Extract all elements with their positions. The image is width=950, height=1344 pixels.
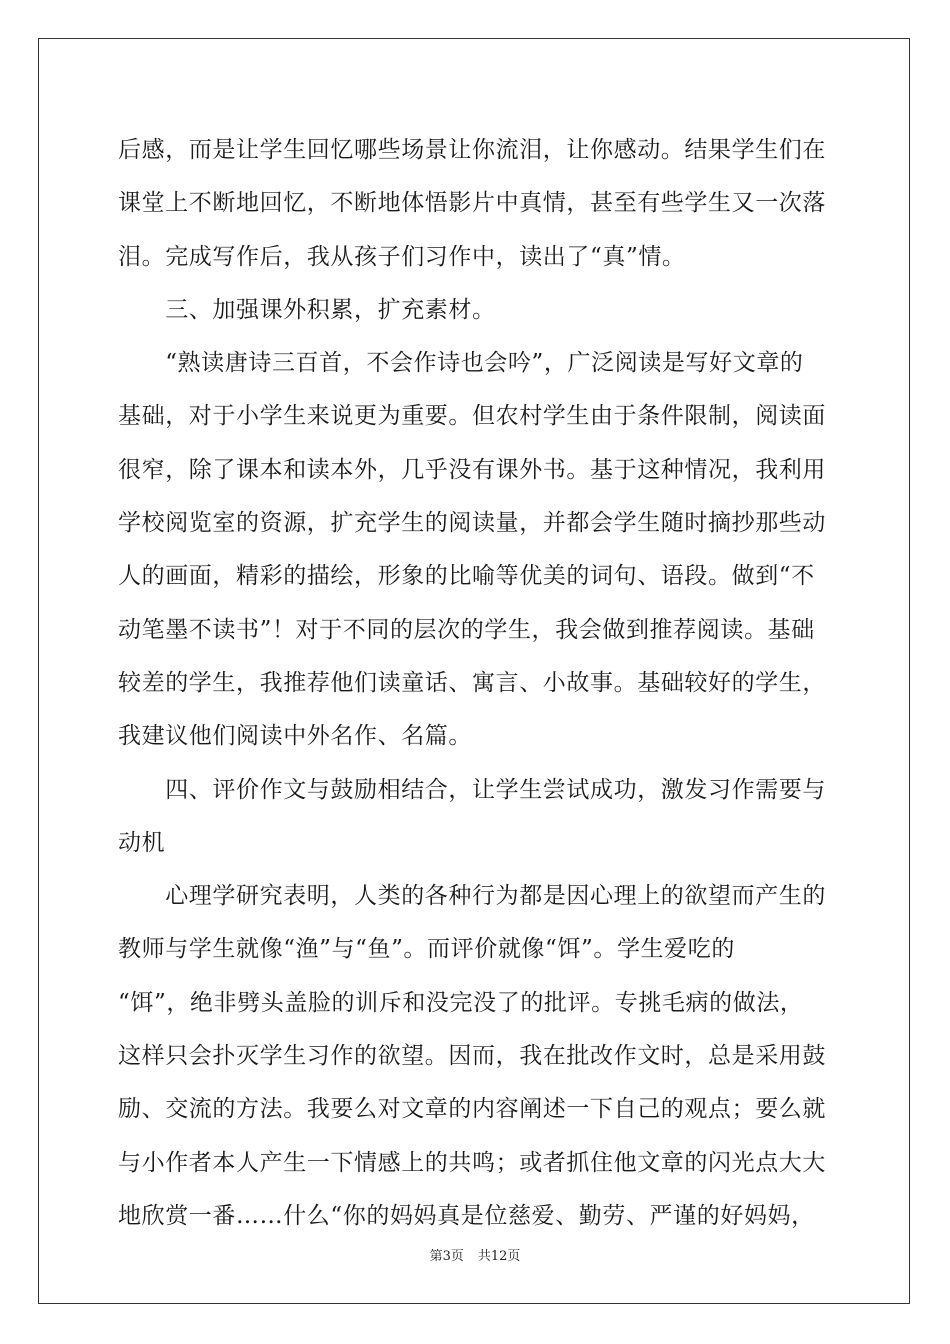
text-line: 心理学研究表明，人类的各种行为都是因心理上的欲望而产生的 <box>118 883 826 910</box>
text-line: 较差的学生，我推荐他们读童话、寓言、小故事。基础较好的学生， <box>118 669 826 696</box>
text-line: 动笔墨不读书”！对于不同的层次的学生，我会做到推荐阅读。基础 <box>118 616 815 643</box>
text-line: “熟读唐诗三百首，不会作诗也会吟”，广泛阅读是写好文章的 <box>118 350 804 377</box>
text-line: 学校阅览室的资源，扩充学生的阅读量，并都会学生随时摘抄那些动 <box>118 510 826 537</box>
document-body <box>118 124 832 1243</box>
text-line: 很窄，除了课本和读本外，几乎没有课外书。基于这种情况，我利用 <box>118 456 826 483</box>
page-total: 共12页 <box>477 1249 521 1264</box>
text-line: 课堂上不断地回忆，不断地体悟影片中真情，甚至有些学生又一次落 <box>118 190 826 217</box>
text-line: 泪。完成写作后，我从孩子们习作中，读出了“真”情。 <box>118 243 686 270</box>
text-line: 地欣赏一番……什么“你的妈妈真是位慈爱、勤劳、严谨的好妈妈， <box>118 1202 815 1229</box>
text-line: 动机 <box>118 829 166 856</box>
text-line: 人的画面，精彩的描绘，形象的比喻等优美的词句、语段。做到“不 <box>118 563 815 590</box>
text-line: 励、交流的方法。我要么对文章的内容阐述一下自己的观点；要么就 <box>118 1096 826 1123</box>
text-line: 后感，而是让学生回忆哪些场景让你流泪，让你感动。结果学生们在 <box>118 137 826 163</box>
page-footer <box>0 1245 950 1264</box>
section-heading: 三、加强课外积累，扩充素材。 <box>118 296 496 323</box>
text-line: 基础，对于小学生来说更为重要。但农村学生由于条件限制，阅读面 <box>118 403 826 430</box>
text-line: 这样只会扑灭学生习作的欲望。因而，我在批改作文时，总是采用鼓 <box>118 1043 826 1070</box>
page-number: 第3页 <box>429 1249 464 1264</box>
text-line: 与小作者本人产生一下情感上的共鸣；或者抓住他文章的闪光点大大 <box>118 1149 826 1176</box>
text-line: 我建议他们阅读中外名作、名篇。 <box>118 723 472 750</box>
section-heading: 四、评价作文与鼓励相结合，让学生尝试成功，激发习作需要与 <box>118 776 826 803</box>
text-line: “饵”，绝非劈头盖脸的训斥和没完没了的批评。专挑毛病的做法， <box>118 989 804 1016</box>
text-line: 教师与学生就像“渔”与“鱼”。而评价就像“饵”。学生爱吃的 <box>118 936 735 963</box>
